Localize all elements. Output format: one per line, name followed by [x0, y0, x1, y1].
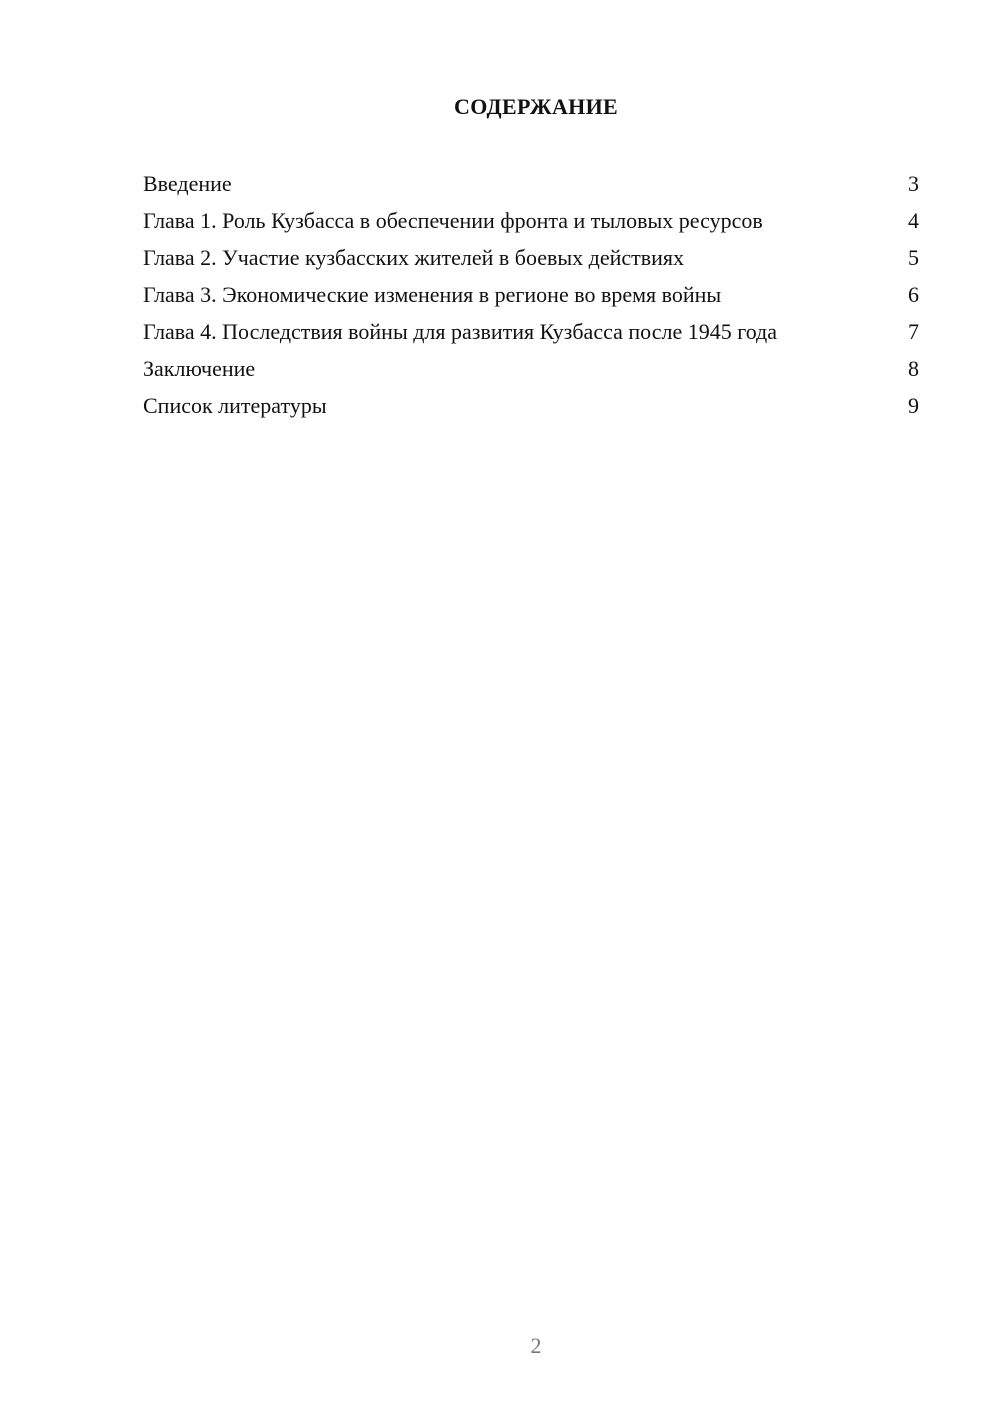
toc-entry-title: Глава 3. Экономические изменения в регионе во время войны	[143, 282, 722, 307]
toc-entry-title: Глава 4. Последствия войны для развития Кузбасса после 1945 года	[143, 319, 778, 344]
toc-entry-title: Заключение	[143, 356, 256, 381]
toc-entry-introduction	[143, 170, 919, 198]
page-title: СОДЕРЖАНИЕ	[454, 94, 618, 119]
page-number: 2	[530, 1333, 542, 1358]
toc-entry-chapter-2	[143, 244, 919, 272]
toc-entry-references	[143, 392, 919, 420]
toc-entry-page: 7	[908, 319, 919, 344]
toc-entry-title: Глава 1. Роль Кузбасса в обеспечении фронта и тыловых ресурсов	[143, 208, 763, 233]
toc-entry-title: Введение	[143, 171, 232, 196]
toc-entry-title: Список литературы	[143, 393, 327, 418]
toc-entry-page: 4	[908, 208, 919, 233]
toc-entry-conclusion	[143, 355, 919, 383]
toc-entry-chapter-1	[143, 207, 919, 235]
toc-entry-page: 3	[908, 171, 919, 196]
toc-entry-page: 9	[908, 393, 919, 418]
toc-entry-page: 8	[908, 356, 919, 381]
toc-entry-chapter-4	[143, 318, 919, 346]
table-of-contents	[143, 170, 919, 429]
toc-entry-chapter-3	[143, 281, 919, 309]
toc-entry-title: Глава 2. Участие кузбасских жителей в боевых действиях	[143, 245, 685, 270]
toc-entry-page: 5	[908, 245, 919, 270]
toc-entry-page: 6	[908, 282, 919, 307]
